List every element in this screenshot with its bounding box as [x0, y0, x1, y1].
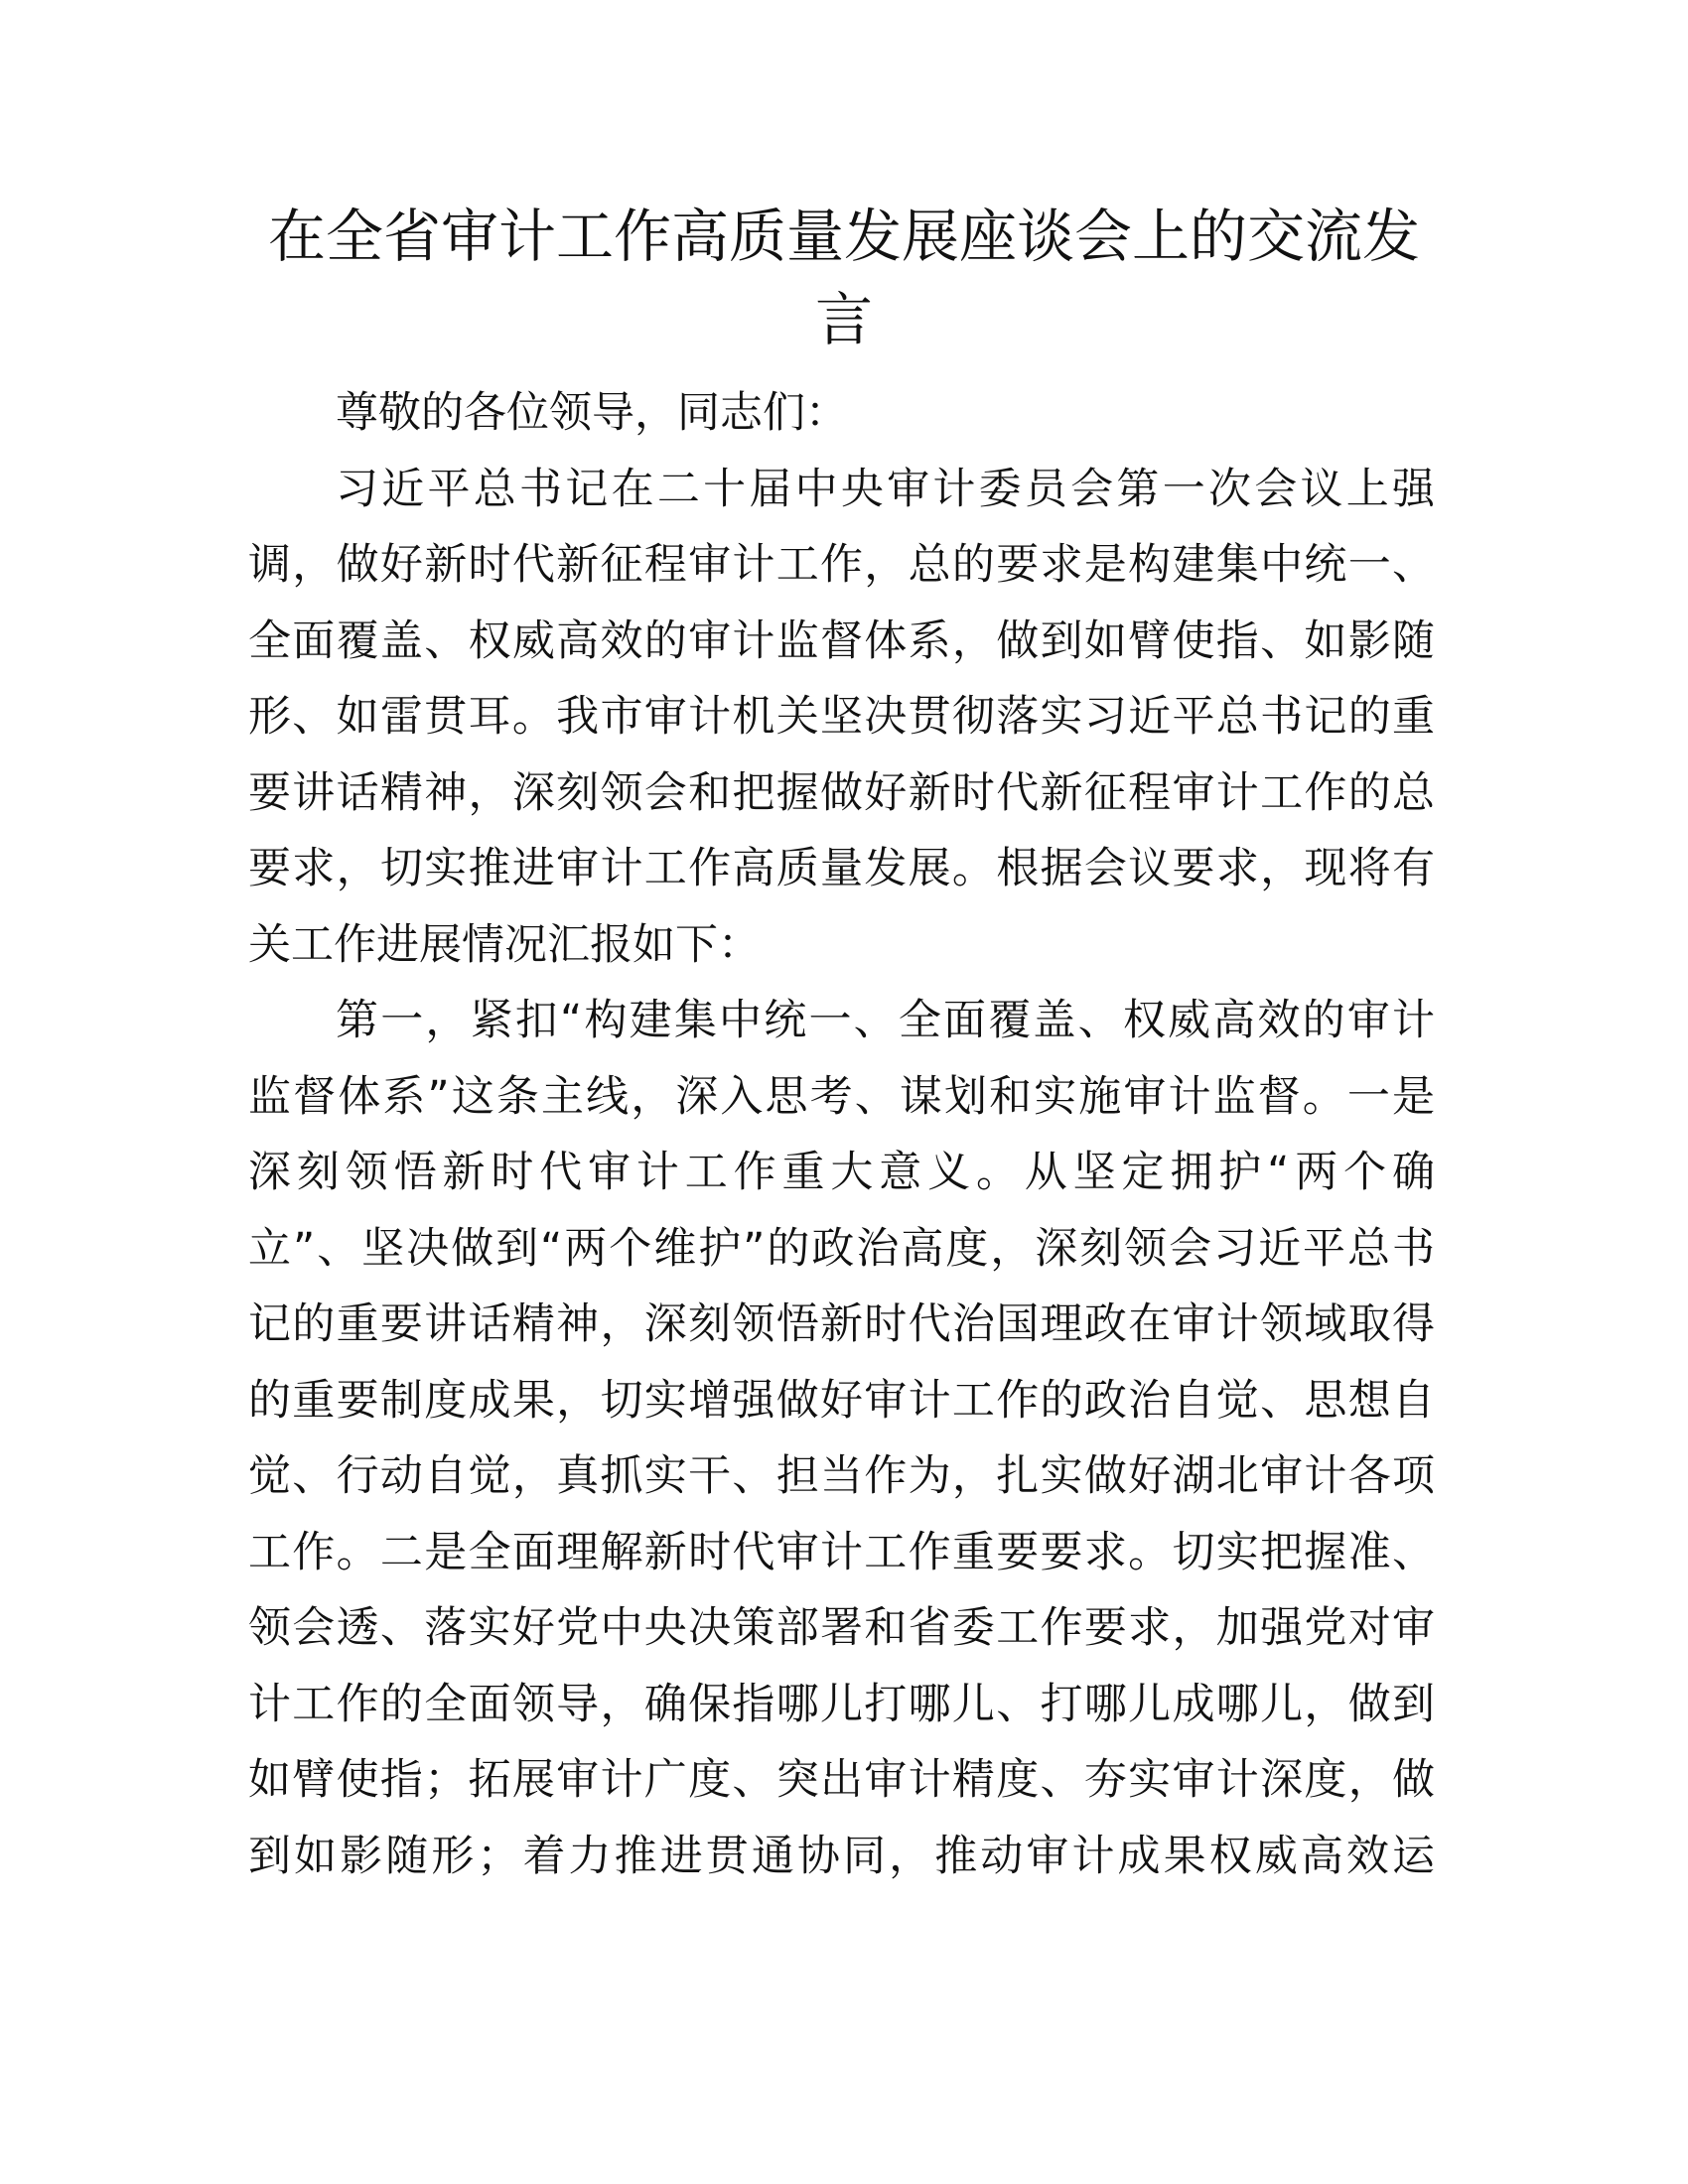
document-title [238, 195, 1450, 361]
text-line: 领会透、落实好党中央决策部署和省委工作要求，加强党对审 [248, 1603, 1435, 1653]
text-line: 计工作的全面领导，确保指哪儿打哪儿、打哪儿成哪儿，做到 [248, 1679, 1435, 1729]
text-line: 觉、行动自觉，真抓实干、担当作为，扎实做好湖北审计各项 [248, 1451, 1435, 1501]
text-line: 调，做好新时代新征程审计工作，总的要求是构建集中统一、 [248, 540, 1435, 590]
text-line: 记的重要讲话精神，深刻领悟新时代治国理政在审计领域取得 [248, 1299, 1435, 1349]
text-line: 监督体系”这条主线，深入思考、谋划和实施审计监督。一是 [248, 1071, 1435, 1122]
text-line: 形、如雷贯耳。我市审计机关坚决贯彻落实习近平总书记的重 [248, 692, 1435, 742]
title-line: 在全省审计工作高质量发展座谈会上的交流发 [267, 203, 1420, 270]
text-line: 全面覆盖、权威高效的审计监督体系，做到如臂使指、如影随 [248, 615, 1435, 666]
title-line: 言 [814, 286, 873, 353]
text-line: 关工作进展情况汇报如下： [248, 919, 761, 970]
text-line: 尊敬的各位领导，同志们： [336, 388, 848, 438]
text-line: 工作。二是全面理解新时代审计工作重要要求。切实把握准、 [248, 1527, 1435, 1577]
text-line: 第一，紧扣“构建集中统一、全面覆盖、权威高效的审计 [336, 996, 1435, 1045]
text-line: 立”、坚决做到“两个维护”的政治高度，深刻领会习近平总书 [248, 1223, 1435, 1274]
document-body [248, 375, 1435, 1894]
text-line: 的重要制度成果，切实增强做好审计工作的政治自觉、思想自 [248, 1375, 1435, 1426]
text-line: 习近平总书记在二十届中央审计委员会第一次会议上强 [336, 464, 1435, 514]
text-line: 深刻领悟新时代审计工作重大意义。从坚定拥护“两个确 [248, 1148, 1435, 1197]
text-line: 如臂使指；拓展审计广度、突出审计精度、夯实审计深度，做 [248, 1755, 1435, 1805]
text-line: 要讲话精神，深刻领会和把握做好新时代新征程审计工作的总 [248, 767, 1435, 818]
text-line: 到如影随形；着力推进贯通协同，推动审计成果权威高效运 [248, 1831, 1435, 1881]
text-line: 要求，切实推进审计工作高质量发展。根据会议要求，现将有 [248, 844, 1435, 893]
